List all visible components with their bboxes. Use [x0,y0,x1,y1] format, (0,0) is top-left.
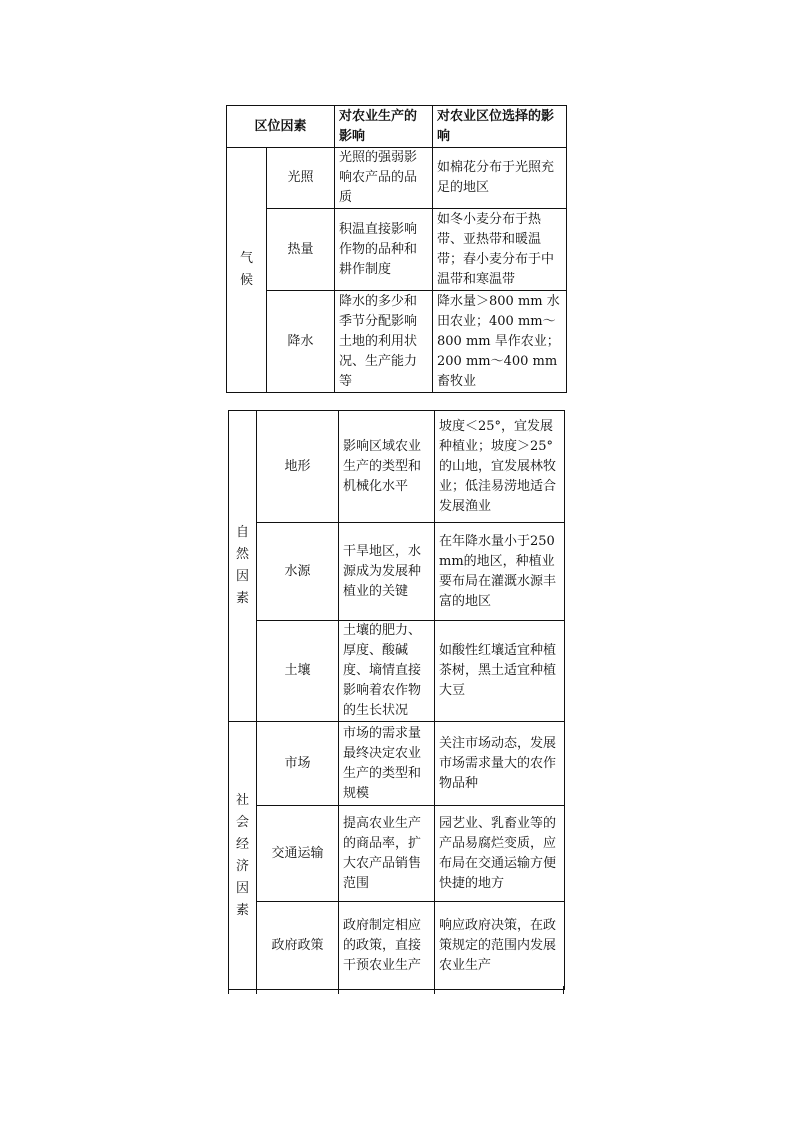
table-row [229,621,565,722]
header-effect-production: 对农业生产的影响 [335,106,433,148]
table-header-row [227,106,567,148]
table-row [229,722,565,806]
table-continuation-line [256,986,257,994]
factor-cell: 地形 [257,411,339,523]
location-cell: 坡度＜25°，宜发展种植业；坡度＞25°的山地，宜发展林牧业；低洼易涝地适合发展渔业 [435,411,565,523]
effect-cell: 降水的多少和季节分配影响土地的利用状况、生产能力等 [335,291,433,393]
climate-factors-table [226,105,567,393]
effect-cell: 市场的需求量最终决定农业生产的类型和规模 [339,722,435,806]
natural-social-factors-table [228,410,565,990]
table-continuation-line [338,986,339,994]
header-effect-location: 对农业区位选择的影响 [433,106,567,148]
group-label: 自然因素 [235,525,249,606]
table-row [229,902,565,990]
factor-cell: 光照 [267,148,335,209]
header-factor: 区位因素 [227,106,335,148]
location-cell: 如酸性红壤适宜种植茶树，黑土适宜种植大豆 [435,621,565,722]
effect-cell: 干旱地区，水源成为发展种植业的关键 [339,523,435,621]
table-continuation-line [563,986,564,994]
table-row [229,523,565,621]
group-label: 社会经济因素 [235,792,249,918]
group-label: 气候 [239,251,253,288]
location-cell: 如冬小麦分布于热带、亚热带和暖温带；春小麦分布于中温带和寒温带 [433,209,567,291]
factor-cell: 政府政策 [257,902,339,990]
factor-cell: 热量 [267,209,335,291]
table-continuation-line [434,986,435,994]
table-row [227,209,567,291]
effect-cell: 影响区域农业生产的类型和机械化水平 [339,411,435,523]
factor-cell: 市场 [257,722,339,806]
factor-cell: 水源 [257,523,339,621]
effect-cell: 积温直接影响作物的品种和耕作制度 [335,209,433,291]
group-cell-natural [229,411,257,722]
location-cell: 园艺业、乳畜业等的产品易腐烂变质，应布局在交通运输方便快捷的地方 [435,806,565,902]
factor-cell: 土壤 [257,621,339,722]
effect-cell: 土壤的肥力、厚度、酸碱度、墒情直接影响着农作物的生长状况 [339,621,435,722]
table-row [227,148,567,209]
effect-cell: 政府制定相应的政策，直接干预农业生产 [339,902,435,990]
location-cell: 响应政府决策，在政策规定的范围内发展农业生产 [435,902,565,990]
location-cell: 如棉花分布于光照充足的地区 [433,148,567,209]
location-cell: 降水量＞800 mm 水田农业；400 mm～800 mm 旱作农业；200 mm～400 mm畜牧业 [433,291,567,393]
table-row [229,411,565,523]
factor-cell: 降水 [267,291,335,393]
table-row [227,291,567,393]
table-row [229,806,565,902]
effect-cell: 提高农业生产的商品率，扩大农产品销售范围 [339,806,435,902]
group-cell-social [229,722,257,990]
group-cell-climate [227,148,267,393]
effect-cell: 光照的强弱影响农产品的品质 [335,148,433,209]
location-cell: 在年降水量小于250 mm的地区，种植业要布局在灌溉水源丰富的地区 [435,523,565,621]
location-cell: 关注市场动态，发展市场需求量大的农作物品种 [435,722,565,806]
table-continuation-line [228,986,229,994]
factor-cell: 交通运输 [257,806,339,902]
